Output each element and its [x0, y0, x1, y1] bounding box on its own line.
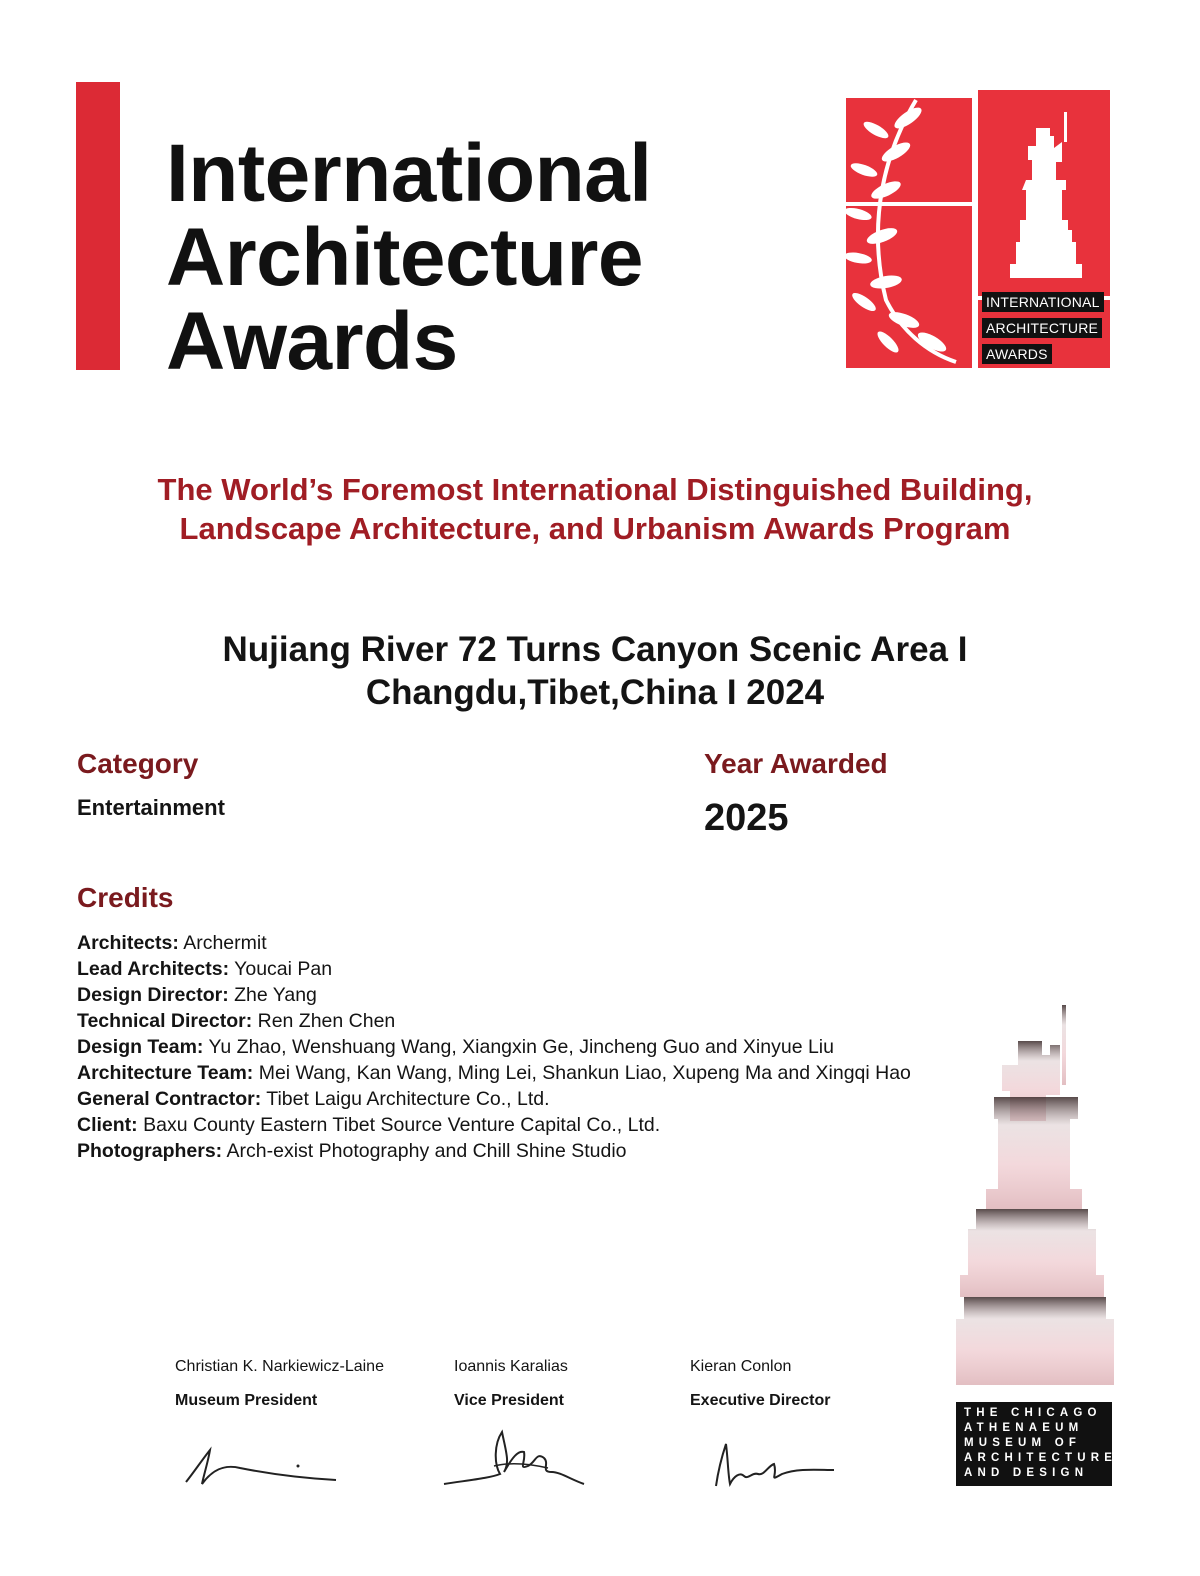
logo-text-line-3: AWARDS — [982, 344, 1052, 364]
project-title — [60, 628, 1130, 714]
tagline-line-2: Landscape Architecture, and Urbanism Awards Program — [179, 511, 1011, 546]
year-awarded-label: Year Awarded — [704, 748, 888, 779]
statue-icon — [1006, 108, 1086, 278]
signature-2 — [440, 1422, 590, 1494]
signatory-name: Ioannis Karalias — [454, 1358, 568, 1375]
signature-3 — [708, 1436, 838, 1496]
year-awarded-value: 2025 — [704, 797, 789, 839]
project-title-line-2: Changdu,Tibet,China I 2024 — [365, 673, 825, 712]
credit-line-lead-architects: Lead Architects: Youcai Pan — [77, 958, 333, 980]
signatory-2 — [454, 1356, 568, 1412]
project-title-line-1: Nujiang River 72 Turns Canyon Scenic Area I — [222, 630, 968, 669]
credit-line-architecture-team: Architecture Team: Mei Wang, Kan Wang, Ming Lei, Shankun Liao, Xupeng Ma and Xingqi Hao — [77, 1062, 911, 1084]
athenaeum-line-4: ARCHITECTURE — [964, 1452, 1118, 1464]
athenaeum-line-5: AND DESIGN — [964, 1467, 1089, 1479]
credit-line-architects: Architects: Archermit — [77, 932, 267, 954]
signatory-name: Kieran Conlon — [690, 1358, 792, 1375]
signatory-role: Executive Director — [690, 1392, 831, 1409]
signatory-name: Christian K. Narkiewicz-Laine — [175, 1358, 384, 1375]
awards-logo-text — [982, 292, 1104, 370]
title-line-2: Architecture — [166, 212, 644, 303]
signature-1 — [180, 1436, 350, 1496]
athenaeum-line-3: MUSEUM OF — [964, 1437, 1082, 1449]
header-red-bar — [76, 82, 120, 370]
signatory-1 — [175, 1356, 384, 1412]
title-line-3: Awards — [166, 296, 458, 387]
credit-line-photographers: Photographers: Arch-exist Photography and Chill Shine Studio — [77, 1140, 627, 1162]
category-label: Category — [77, 748, 199, 779]
page-title — [166, 128, 652, 387]
athenaeum-line-2: ATHENAEUM — [964, 1422, 1084, 1434]
chicago-athenaeum-logo — [956, 1402, 1118, 1486]
credit-line-design-director: Design Director: Zhe Yang — [77, 984, 317, 1006]
tagline-line-1: The World’s Foremost International Distinguished Building, — [157, 472, 1033, 507]
category-value: Entertainment — [77, 795, 225, 820]
signatory-role: Vice President — [454, 1392, 564, 1409]
logo-text-line-2: ARCHITECTURE — [982, 318, 1102, 338]
program-tagline — [60, 470, 1130, 548]
credit-line-general-contractor: General Contractor: Tibet Laigu Architecture Co., Ltd. — [77, 1088, 550, 1110]
signatory-role: Museum President — [175, 1392, 318, 1409]
credits-label: Credits — [77, 882, 174, 913]
laurel-icon — [846, 90, 976, 368]
credits-list — [77, 930, 911, 1164]
credit-line-client: Client: Baxu County Eastern Tibet Source Venture Capital Co., Ltd. — [77, 1114, 661, 1136]
title-line-1: International — [166, 128, 652, 219]
statue-watermark-icon — [950, 1005, 1120, 1405]
credit-line-technical-director: Technical Director: Ren Zhen Chen — [77, 1010, 396, 1032]
athenaeum-line-1: THE CHICAGO — [964, 1407, 1102, 1419]
signatory-3 — [690, 1356, 831, 1412]
logo-text-line-1: INTERNATIONAL — [982, 292, 1104, 312]
credit-line-design-team: Design Team: Yu Zhao, Wenshuang Wang, Xiangxin Ge, Jincheng Guo and Xinyue Liu — [77, 1036, 834, 1058]
